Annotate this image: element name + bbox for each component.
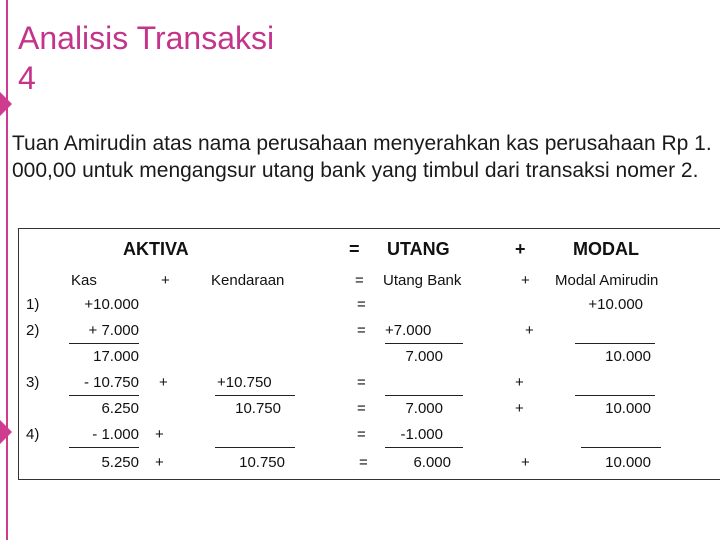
plus-sign: + (159, 374, 168, 391)
plus-sign: + (525, 322, 534, 339)
total-rule (385, 395, 463, 396)
utang-value: -1.000 (400, 426, 443, 443)
total-rule (385, 447, 463, 448)
header-utang: UTANG (387, 239, 450, 259)
kas-value: +10.000 (84, 296, 139, 313)
total-rule (575, 395, 655, 396)
col-utang-bank: Utang Bank (383, 272, 462, 289)
header-modal: MODAL (573, 239, 639, 259)
utang-total: 6.000 (413, 454, 451, 471)
row-number: 2) (26, 322, 40, 339)
slide-title (18, 18, 274, 98)
plus-sign: + (521, 454, 530, 471)
kendaraan-subtotal: 10.750 (235, 400, 281, 417)
total-rule (69, 343, 139, 344)
modal-subtotal: 10.000 (605, 400, 651, 417)
plus-sign: + (155, 454, 164, 471)
utang-subtotal: 7.000 (405, 400, 443, 417)
equals-sign: = (357, 322, 366, 339)
kas-value: - 1.000 (92, 426, 139, 443)
kas-value: + 7.000 (88, 322, 139, 339)
kas-subtotal: 6.250 (101, 400, 139, 417)
col-kas: Kas (71, 272, 97, 289)
col-modal-amirudin: Modal Amirudin (555, 272, 659, 289)
total-rule (575, 343, 655, 344)
modal-subtotal: 10.000 (605, 348, 651, 365)
total-rule (69, 395, 139, 396)
equals-sign: = (357, 296, 366, 313)
col-plus-1: + (161, 272, 170, 289)
header-equals: = (349, 239, 360, 259)
col-kendaraan: Kendaraan (211, 272, 285, 289)
kendaraan-value: +10.750 (217, 374, 272, 391)
equals-sign: = (357, 400, 366, 417)
transaction-table (18, 228, 720, 480)
header-aktiva: AKTIVA (123, 239, 189, 259)
equals-sign: = (357, 426, 366, 443)
utang-value: +7.000 (385, 322, 432, 339)
kendaraan-total: 10.750 (239, 454, 285, 471)
row-number: 4) (26, 426, 40, 443)
frame-triangle-icon (0, 420, 12, 444)
slide-title-line-1: Analisis Transaksi (18, 20, 275, 56)
col-equals: = (355, 272, 364, 289)
equals-sign: = (357, 374, 366, 391)
total-rule (215, 447, 295, 448)
kas-total: 5.250 (101, 454, 139, 471)
total-rule (69, 447, 139, 448)
kas-subtotal: 17.000 (93, 348, 139, 365)
plus-sign: + (155, 426, 164, 443)
col-plus-2: + (521, 272, 530, 289)
modal-total: 10.000 (605, 454, 651, 471)
equals-sign: = (359, 454, 368, 471)
modal-value: +10.000 (588, 296, 643, 313)
total-rule (215, 395, 295, 396)
kas-value: - 10.750 (83, 374, 139, 391)
total-rule (385, 343, 463, 344)
total-rule (581, 447, 661, 448)
frame-triangle-icon (0, 92, 12, 116)
row-number: 3) (26, 374, 40, 391)
transaction-description: Tuan Amirudin atas nama perusahaan menyerahkan kas perusahaan Rp 1.000,00 untuk mengangsur utang bank yang timbul dari transaksi nomer 2. (12, 132, 712, 182)
header-plus: + (515, 239, 526, 259)
plus-sign: + (515, 374, 524, 391)
row-number: 1) (26, 296, 40, 313)
slide-title-line-2: 4 (18, 60, 36, 96)
utang-subtotal: 7.000 (405, 348, 443, 365)
plus-sign: + (515, 400, 524, 417)
frame-accent-line (6, 0, 8, 540)
